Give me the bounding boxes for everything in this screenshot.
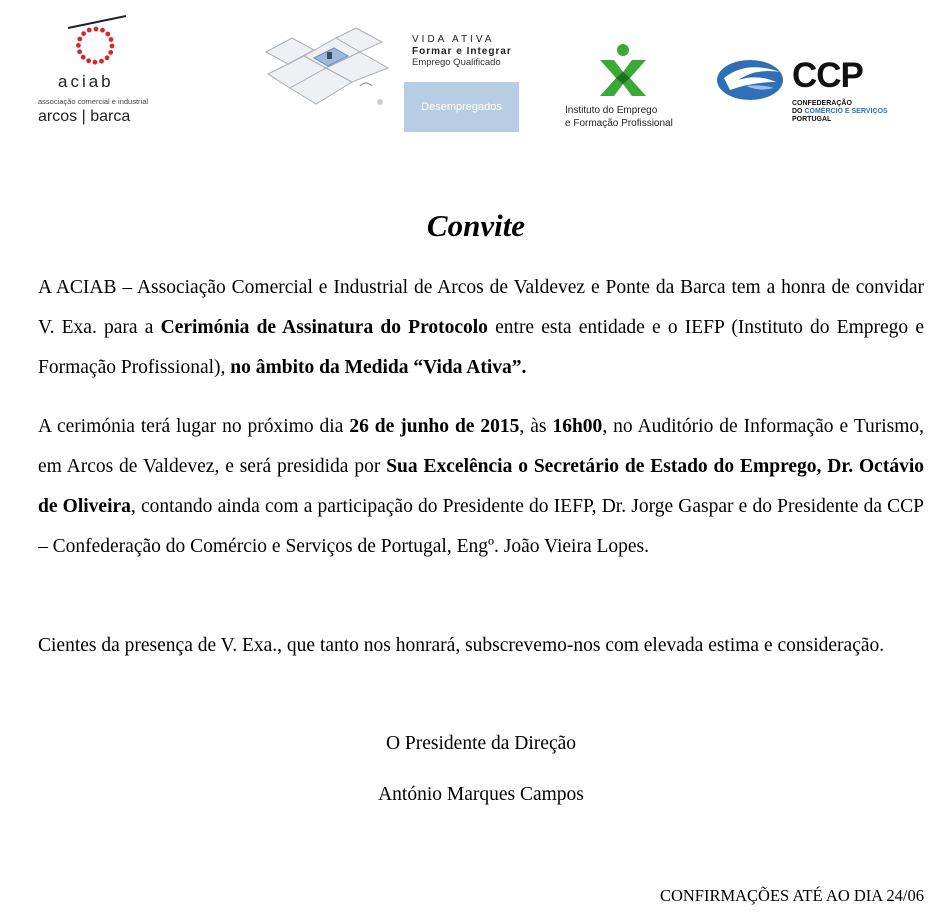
vida-ativa-subtitle: Formar e Integrar <box>412 46 512 57</box>
puzzle-icon <box>264 24 394 116</box>
paragraph-2 <box>38 407 924 567</box>
ccp-name: CCP <box>792 56 863 95</box>
iefp-name-line-2: e Formação Profissional <box>565 118 673 129</box>
p2-bold-time: 16h00 <box>552 416 603 437</box>
document-title: Convite <box>426 208 526 243</box>
iefp-name-line-1: Instituto do Emprego <box>565 105 658 116</box>
ccp-subtitle <box>792 100 888 124</box>
ccp-logo <box>716 56 906 131</box>
logo-header <box>0 0 952 150</box>
aciab-logo <box>38 14 158 134</box>
ccp-subtitle-line-2 <box>792 108 888 116</box>
aciab-tagline: associação comercial e industrial <box>38 97 149 106</box>
p2-text-a: A cerimónia terá lugar no próximo dia <box>38 416 350 437</box>
iefp-logo <box>560 42 700 137</box>
aciab-city-right: barca <box>90 108 131 125</box>
p2-bold-date: 26 de junho de 2015 <box>349 416 520 437</box>
signature-role: O Presidente da Direção <box>385 733 577 754</box>
ccp-subtitle-line-1: CONFEDERAÇÃO <box>792 100 852 107</box>
iefp-name <box>565 104 673 130</box>
p1-bold-ceremony: Cerimónia de Assinatura do Protocolo <box>160 317 488 338</box>
p2-bold-secretary: Sua Excelência o Secretário de Estado do Emprego, Dr. Octávio de Oliveira <box>38 456 924 517</box>
aciab-city-left: arcos <box>38 108 78 125</box>
vida-ativa-title: VIDA ATIVA <box>412 34 495 45</box>
vida-ativa-subtitle-2: Emprego Qualificado <box>412 57 501 68</box>
p2-text-c: , às <box>519 416 553 437</box>
ccp-subtitle-line-3: PORTUGAL <box>792 116 832 123</box>
p2-text-e: , no Auditório de Informação e Turismo, em Arcos de Valdevez, e será presidida por <box>38 416 924 477</box>
paragraph-1 <box>38 268 924 388</box>
ccp-bird-icon <box>716 56 788 106</box>
desempregados-box: Desempregados <box>404 82 519 132</box>
p1-text-c: entre esta entidade e o IEFP (Instituto do Emprego e Formação Profissional), <box>38 317 924 378</box>
p1-bold-medida: no âmbito da Medida “Vida Ativa”. <box>230 357 527 378</box>
ccp-subtitle-highlight: COMÉRCIO E SERVIÇOS <box>804 108 888 115</box>
aciab-name: aciab <box>58 72 114 91</box>
aciab-city <box>38 108 130 126</box>
signature-name: António Marques Campos <box>378 784 584 805</box>
ccp-subtitle-do: DO <box>792 108 805 115</box>
paragraph-3: Cientes da presença de V. Exa., que tanto nos honrará, subscrevemo-nos com elevada estima e consideração. <box>38 635 885 656</box>
p2-text-g: , contando ainda com a participação do Presidente do IEFP, Dr. Jorge Gaspar e do Presidente da CCP – Confederação do Comércio e Serviços de Portugal, Engº. João Vieira Lopes. <box>38 496 925 557</box>
p1-text-a: A ACIAB – Associação Comercial e Industrial de Arcos de Valdevez e Ponte da Barca tem a honra de convidar V. Exa. para a <box>38 277 924 338</box>
aciab-ring-icon <box>38 14 158 74</box>
vida-ativa-logo <box>404 34 534 113</box>
iefp-symbol-icon <box>560 42 700 102</box>
aciab-city-separator: | <box>81 108 86 125</box>
confirmation-note: CONFIRMAÇÕES ATÉ AO DIA 24/06 <box>659 886 924 905</box>
